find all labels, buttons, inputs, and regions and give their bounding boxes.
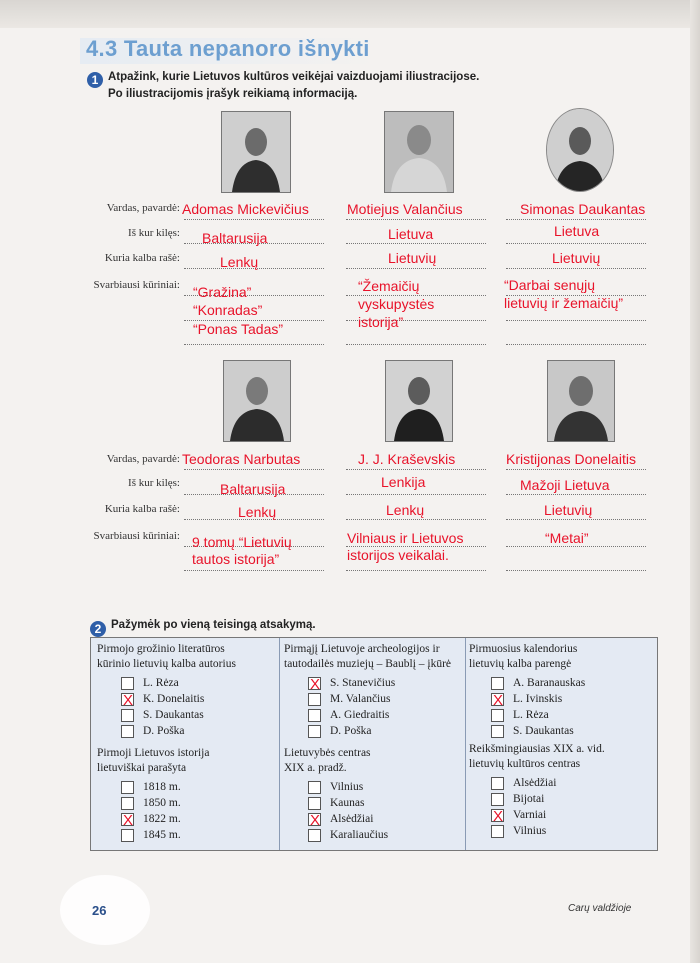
option[interactable]: A. Baranauskas xyxy=(489,675,653,691)
checkbox[interactable] xyxy=(308,812,321,829)
answer-language: Lenkų xyxy=(386,502,425,518)
option[interactable]: S. Daukantas xyxy=(119,707,275,723)
task1-instruction-line1: Atpažink, kurie Lietuvos kultūros veikėjai vaizduojami iliustracijose. xyxy=(108,71,480,83)
option[interactable]: Bijotai xyxy=(489,791,653,807)
task2-instruction: Pažymėk po vieną teisingą atsakymą. xyxy=(111,619,316,631)
answer-name: Motiejus Valančius xyxy=(347,201,463,217)
question-text: Reikšmingiausias XIX a. vid. xyxy=(469,743,605,755)
checkbox[interactable] xyxy=(121,797,134,810)
checkbox[interactable] xyxy=(121,812,134,829)
line xyxy=(506,570,646,571)
answer-work: tautos istorija” xyxy=(192,551,280,567)
line xyxy=(184,469,324,470)
answer-work: istorija” xyxy=(358,314,404,330)
answer-language: Lenkų xyxy=(220,254,259,270)
checkbox[interactable] xyxy=(491,808,504,825)
option[interactable]: L. Rėza xyxy=(489,707,653,723)
checkbox[interactable] xyxy=(491,777,504,790)
option-checked[interactable]: X S. Stanevičius xyxy=(310,676,396,693)
x-check-mark: X xyxy=(310,812,321,829)
page-title: 4.3 Tauta nepanoro išnykti xyxy=(86,36,370,61)
quiz-box xyxy=(90,637,658,851)
label-language-row1: Kuria kalba rašė: xyxy=(104,252,180,264)
question-text: lietuviškai parašyta xyxy=(97,762,187,774)
answer-origin: Mažoji Lietuva xyxy=(520,477,610,493)
line xyxy=(506,320,646,321)
task2-badge: 2 xyxy=(90,621,106,637)
portrait-1 xyxy=(221,111,291,193)
x-check-mark: X xyxy=(493,692,504,709)
option[interactable]: Vilnius xyxy=(489,823,653,839)
option[interactable]: Vilnius xyxy=(306,779,462,795)
x-check-mark: X xyxy=(123,692,134,709)
option[interactable]: Alsėdžiai xyxy=(489,775,653,791)
answer-origin: Lenkija xyxy=(381,474,426,490)
checkbox[interactable] xyxy=(491,825,504,838)
page-number: 26 xyxy=(92,903,107,918)
line xyxy=(346,243,486,244)
checkbox[interactable] xyxy=(308,725,321,738)
line xyxy=(346,494,486,495)
section-footer: Carų valdžioje xyxy=(568,903,632,914)
quiz-divider xyxy=(279,638,280,850)
portrait-3 xyxy=(546,108,614,192)
checkbox[interactable] xyxy=(121,725,134,738)
answer-name: Simonas Daukantas xyxy=(520,201,646,217)
option[interactable]: S. Daukantas xyxy=(489,723,653,739)
answer-work: vyskupystės xyxy=(358,296,435,312)
checkbox[interactable] xyxy=(121,829,134,842)
task1-instruction-line2: Po iliustracijomis įrašyk reikiamą informaciją. xyxy=(108,88,358,100)
answer-origin: Baltarusija xyxy=(220,481,286,497)
checkbox[interactable] xyxy=(308,709,321,722)
answer-work: “Gražina” xyxy=(193,284,252,300)
checkbox[interactable] xyxy=(308,829,321,842)
checkbox[interactable] xyxy=(308,693,321,706)
answer-language: Lietuvių xyxy=(544,502,593,518)
answer-work: “Konradas” xyxy=(193,302,263,318)
line xyxy=(506,469,646,470)
question-6 xyxy=(469,742,653,839)
checkbox[interactable] xyxy=(121,709,134,722)
line xyxy=(184,344,324,345)
line xyxy=(506,519,646,520)
checkbox[interactable] xyxy=(308,797,321,810)
line xyxy=(506,243,646,244)
option-checked[interactable]: X 1822 m. xyxy=(123,812,181,829)
checkbox[interactable] xyxy=(491,709,504,722)
label-name-row1: Vardas, pavardė: xyxy=(106,202,180,214)
question-1 xyxy=(97,642,275,739)
page-edge xyxy=(690,0,700,963)
question-text: XIX a. pradž. xyxy=(284,762,347,774)
option[interactable]: D. Poška xyxy=(306,723,462,739)
line xyxy=(506,494,646,495)
answer-origin: Baltarusija xyxy=(202,230,268,246)
option[interactable]: 1845 m. xyxy=(119,827,275,843)
checkbox[interactable] xyxy=(121,781,134,794)
question-text: kūrinio lietuvių kalba autorius xyxy=(97,658,236,670)
checkbox[interactable] xyxy=(121,692,134,709)
answer-name: Adomas Mickevičius xyxy=(182,201,309,217)
answer-origin: Lietuva xyxy=(388,226,434,242)
question-3 xyxy=(469,642,653,739)
question-text: Lietuvybės centras xyxy=(284,747,371,759)
option[interactable]: 1818 m. xyxy=(119,779,275,795)
answer-origin: Lietuva xyxy=(554,223,600,239)
option-checked[interactable]: X Alsėdžiai xyxy=(310,812,374,829)
option-checked[interactable]: X K. Donelaitis xyxy=(123,692,205,709)
portrait-2 xyxy=(384,111,454,193)
option[interactable]: Karaliaučius xyxy=(306,827,462,843)
question-2 xyxy=(284,642,462,739)
label-language-row2: Kuria kalba rašė: xyxy=(104,503,180,515)
line xyxy=(506,219,646,220)
top-band xyxy=(0,0,700,28)
checkbox[interactable] xyxy=(308,676,321,693)
question-4 xyxy=(97,746,275,843)
line xyxy=(346,219,486,220)
label-origin-row1: Iš kur kilęs: xyxy=(128,227,180,239)
portrait-6 xyxy=(547,360,615,442)
x-check-mark: X xyxy=(493,808,504,825)
line xyxy=(346,469,486,470)
question-5 xyxy=(284,746,462,843)
portrait-4 xyxy=(223,360,291,442)
line xyxy=(346,268,486,269)
answer-language: Lenkų xyxy=(238,504,277,520)
label-origin-row2: Iš kur kilęs: xyxy=(128,477,180,489)
x-check-mark: X xyxy=(310,676,321,693)
quiz-divider xyxy=(465,638,466,850)
answer-work: lietuvių ir žemaičių” xyxy=(504,295,624,311)
answer-name: Kristijonas Donelaitis xyxy=(506,451,636,467)
option[interactable]: 1850 m. xyxy=(119,795,275,811)
option[interactable]: D. Poška xyxy=(119,723,275,739)
checkbox[interactable] xyxy=(121,677,134,690)
question-text: lietuvių kultūros centras xyxy=(469,758,581,770)
line xyxy=(184,219,324,220)
checkbox[interactable] xyxy=(491,692,504,709)
line xyxy=(506,344,646,345)
answer-work: 9 tomų “Lietuvių xyxy=(192,534,292,550)
line xyxy=(506,268,646,269)
label-works-row2: Svarbiausi kūriniai: xyxy=(93,530,180,542)
checkbox[interactable] xyxy=(308,781,321,794)
question-text: tautodailės muziejų – Baublį – įkūrė xyxy=(284,658,452,670)
answer-language: Lietuvių xyxy=(552,250,601,266)
label-works-row1: Svarbiausi kūriniai: xyxy=(93,279,180,291)
line xyxy=(346,519,486,520)
option[interactable]: Kaunas xyxy=(306,795,462,811)
option[interactable]: M. Valančius xyxy=(306,691,462,707)
answer-work: Vilniaus ir Lietuvos xyxy=(347,530,464,546)
answer-name: Teodoras Narbutas xyxy=(182,451,301,467)
x-check-mark: X xyxy=(123,812,134,829)
option[interactable]: A. Giedraitis xyxy=(306,707,462,723)
question-text: Pirmojo grožinio literatūros xyxy=(97,643,225,655)
answer-work: “Žemaičių xyxy=(358,278,420,294)
answer-work: “Metai” xyxy=(545,530,589,546)
line xyxy=(184,570,324,571)
line xyxy=(346,570,486,571)
option[interactable]: L. Rėza xyxy=(119,675,275,691)
answer-language: Lietuvių xyxy=(388,250,437,266)
checkbox[interactable] xyxy=(491,725,504,738)
checkbox[interactable] xyxy=(491,793,504,806)
option-checked[interactable]: X L. Ivinskis xyxy=(493,692,563,709)
answer-work: istorijos veikalai. xyxy=(347,547,449,563)
checkbox[interactable] xyxy=(491,677,504,690)
answer-work: “Darbai senųjų xyxy=(504,277,596,293)
line xyxy=(346,344,486,345)
question-text: Pirmoji Lietuvos istorija xyxy=(97,747,210,759)
question-text: Pirmąjį Lietuvoje archeologijos ir xyxy=(284,643,440,655)
label-name-row2: Vardas, pavardė: xyxy=(106,453,180,465)
option-checked[interactable]: X Varniai xyxy=(493,808,547,825)
task1-badge: 1 xyxy=(87,72,103,88)
answer-name: J. J. Kraševskis xyxy=(358,451,456,467)
question-text: Pirmuosius kalendorius xyxy=(469,643,578,655)
question-text: lietuvių kalba parengė xyxy=(469,658,572,670)
answer-work: “Ponas Tadas” xyxy=(193,321,284,337)
portrait-5 xyxy=(385,360,453,442)
